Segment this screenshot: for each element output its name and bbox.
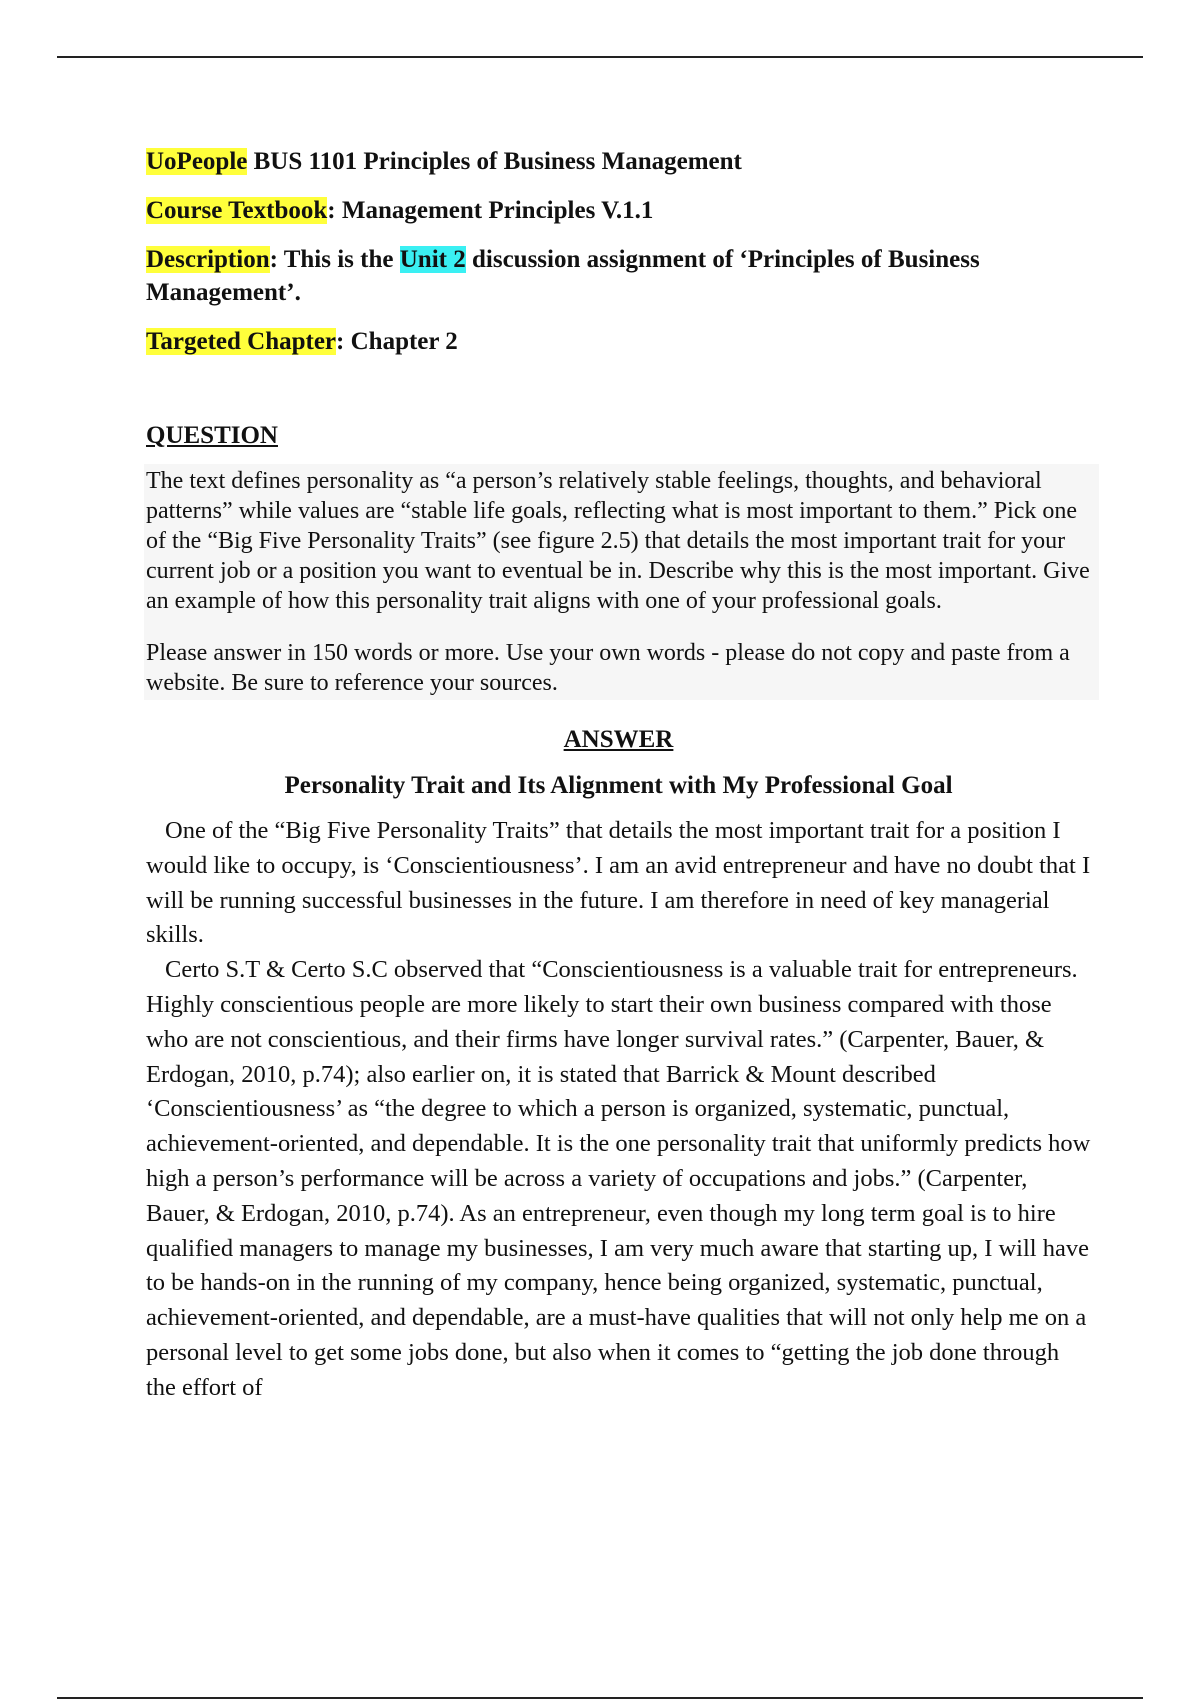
document-body bbox=[146, 145, 1091, 1406]
textbook-label: Course Textbook bbox=[146, 197, 328, 224]
top-rule bbox=[57, 56, 1143, 58]
course-name: BUS 1101 Principles of Business Management bbox=[247, 148, 742, 175]
answer-title: Personality Trait and Its Alignment with My Professional Goal bbox=[284, 772, 953, 799]
question-paragraph-1: The text defines personality as “a person’s relatively stable feelings, thoughts, and behavioral patterns” while values are “stable life goals, reflecting what is most important to them.” Pick one of the “Big Five Personality Traits” (see figure 2.5) that details the most important trait for your current job or a position you want to eventual be in. Describe why this is the most important. Give an example of how this personality trait aligns with one of your professional goals. bbox=[146, 468, 1090, 614]
question-heading: QUESTION bbox=[146, 422, 278, 449]
institution-highlight: UoPeople bbox=[146, 148, 248, 175]
description-pre: : This is the bbox=[269, 246, 400, 273]
description-post: discussion assignment of ‘Principles of Business Management’. bbox=[146, 246, 980, 306]
bottom-rule bbox=[57, 1697, 1143, 1699]
answer-body bbox=[146, 814, 1091, 1406]
question-paragraph-2: Please answer in 150 words or more. Use your own words - please do not copy and paste from a website. Be sure to reference your sources. bbox=[146, 640, 1070, 696]
chapter-value: : Chapter 2 bbox=[336, 328, 458, 355]
textbook-line bbox=[146, 194, 1091, 227]
answer-paragraph-1: One of the “Big Five Personality Traits” that details the most important trait for a position I would like to occupy, is ‘Conscientiousness’. I am an avid entrepreneur and have no doubt that I will be running successful businesses in the future. I am therefore in need of key managerial skills. bbox=[146, 817, 1091, 949]
description-label: Description bbox=[146, 246, 270, 273]
textbook-value: : Management Principles V.1.1 bbox=[327, 197, 654, 224]
unit-highlight: Unit 2 bbox=[399, 246, 466, 273]
description-line bbox=[146, 243, 1091, 309]
answer-paragraph-2: Certo S.T & Certo S.C observed that “Conscientiousness is a valuable trait for entrepreneurs. Highly conscientious people are more likely to start their own business compared with those who are not conscientious, and their firms have longer survival rates.” (Carpenter, Bauer, & Erdogan, 2010, p.74); also earlier on, it is stated that Barrick & Mount described ‘Conscientiousness’ as “the degree to which a person is organized, systematic, punctual, achievement-oriented, and dependable. It is the one personality trait that uniformly predicts how high a person’s performance will be across a variety of occupations and jobs.” (Carpenter, Bauer, & Erdogan, 2010, p.74). As an entrepreneur, even though my long term goal is to hire qualified managers to manage my businesses, I am very much aware that starting up, I will have to be hands-on in the running of my company, hence being organized, systematic, punctual, achievement-oriented, and dependable, are a must-have qualities that will not only help me on a personal level to get some jobs done, but also when it comes to “getting the job done through the effort of bbox=[146, 956, 1091, 1401]
answer-heading: ANSWER bbox=[563, 726, 674, 753]
chapter-label: Targeted Chapter bbox=[146, 328, 337, 355]
chapter-line bbox=[146, 325, 1091, 358]
course-title bbox=[146, 145, 1091, 178]
question-box bbox=[144, 464, 1099, 700]
